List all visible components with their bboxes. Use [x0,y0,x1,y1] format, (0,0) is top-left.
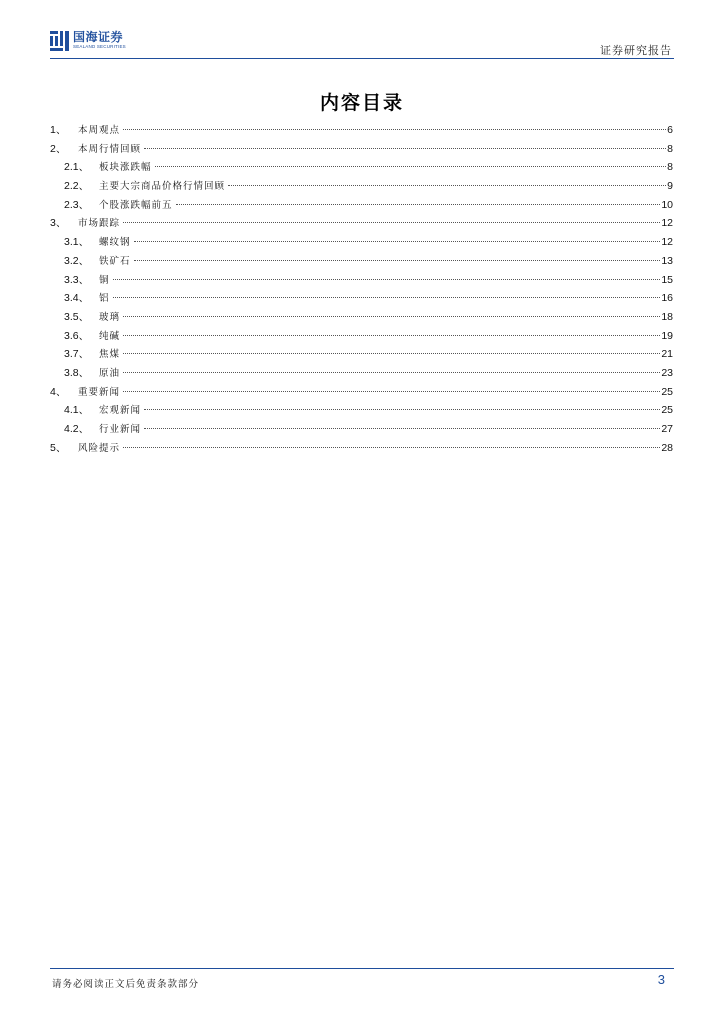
toc-entry-page[interactable]: 27 [661,423,673,435]
toc-entry-number: 3.6、 [64,329,90,342]
toc-dot-leader [144,148,666,149]
toc-entry-number: 2、 [50,142,67,155]
toc-entry[interactable] [50,421,673,440]
toc-dot-leader [123,391,660,392]
logo-english-name: SEALAND SECURITIES [73,44,126,49]
toc-dot-leader [144,409,660,410]
toc-entry[interactable] [50,346,673,365]
toc-entry-page[interactable]: 12 [661,217,673,230]
toc-dot-leader [123,372,660,373]
toc-entry-number: 3.1、 [64,236,90,249]
toc-dot-leader [113,297,661,298]
toc-entry-page[interactable]: 8 [667,161,673,174]
toc-entry-number: 4、 [50,385,67,398]
footer-disclaimer: 请务必阅读正文后免责条款部分 [52,979,200,990]
toc-entry[interactable] [50,122,673,141]
header-divider [50,58,674,59]
toc-entry[interactable] [50,365,673,384]
toc-entry-label[interactable]: 市场跟踪 [78,218,121,230]
toc-entry-label[interactable]: 纯碱 [99,330,121,342]
toc-entry-page[interactable]: 6 [667,124,673,136]
toc-entry-label[interactable]: 铝 [99,293,110,305]
toc-dot-leader [123,447,660,448]
toc-entry[interactable] [50,178,673,197]
toc-entry-label[interactable]: 行业新闻 [99,424,142,435]
toc-entry-number: 3、 [50,217,67,230]
toc-entry-page[interactable]: 13 [661,254,673,267]
toc-entry-number: 5、 [50,441,67,454]
toc-entry-page[interactable]: 19 [661,329,673,342]
toc-dot-leader [144,428,660,429]
toc-entry[interactable] [50,272,673,291]
toc-dot-leader [155,166,667,167]
toc-dot-leader [134,260,661,261]
toc-entry-number: 2.1、 [64,161,90,174]
toc-entry-label[interactable]: 铁矿石 [99,255,131,267]
toc-entry-label[interactable]: 重要新闻 [78,386,121,398]
toc-entry-label[interactable]: 板块涨跌幅 [99,162,152,174]
toc-entry-label[interactable]: 铜 [99,274,110,286]
toc-entry-page[interactable]: 25 [661,404,673,417]
toc-entry-page[interactable]: 25 [661,385,673,398]
logo-chinese-name: 国海证券 [73,30,124,44]
sealand-logo-icon [50,31,69,51]
page-title: 内容目录 [319,92,404,114]
toc-entry[interactable] [50,384,673,403]
toc-entry-number: 3.7、 [64,348,90,361]
toc-entry-number: 4.1、 [64,404,90,417]
toc-entry[interactable] [50,215,673,234]
toc-entry[interactable] [50,290,673,309]
toc-dot-leader [123,353,660,354]
toc-entry-page[interactable]: 8 [667,142,673,155]
toc-dot-leader [123,222,660,223]
toc-entry-number: 3.5、 [64,310,90,323]
toc-dot-leader [123,316,660,317]
toc-entry-number: 3.3、 [64,273,90,286]
toc-entry[interactable] [50,328,673,347]
toc-entry[interactable] [50,402,673,421]
toc-entry-label[interactable]: 本周观点 [78,125,121,136]
toc-entry-page[interactable]: 23 [661,366,673,379]
toc-entry-page[interactable]: 9 [667,180,673,193]
toc-entry-number: 3.4、 [64,292,90,305]
toc-entry-label[interactable]: 本周行情回顾 [78,143,142,155]
toc-entry[interactable] [50,234,673,253]
toc-entry-page[interactable]: 12 [661,236,673,249]
toc-dot-leader [228,185,666,186]
toc-dot-leader [176,204,661,205]
toc-dot-leader [123,335,660,336]
toc-entry-label[interactable]: 主要大宗商品价格行情回顾 [99,181,226,193]
toc-entry[interactable] [50,159,673,178]
report-type-label: 证券研究报告 [600,44,672,57]
toc-entry[interactable] [50,309,673,328]
toc-entry-page[interactable]: 21 [661,348,673,361]
toc-entry[interactable] [50,197,673,216]
toc-entry-page[interactable]: 15 [661,273,673,286]
toc-entry-page[interactable]: 10 [661,198,673,211]
page-number: 3 [657,972,665,987]
toc-entry-label[interactable]: 风险提示 [78,442,121,454]
toc-entry-label[interactable]: 原油 [99,367,121,379]
toc-entry-label[interactable]: 个股涨跌幅前五 [99,199,173,211]
toc-entry-label[interactable]: 螺纹钢 [99,237,131,249]
toc-entry-number: 3.2、 [64,254,90,267]
toc-entry-number: 3.8、 [64,366,90,379]
toc-entry-number: 4.2、 [64,423,90,435]
toc-entry-number: 1、 [50,124,67,136]
toc-entry[interactable] [50,141,673,160]
toc-dot-leader [113,279,661,280]
toc-entry-page[interactable]: 28 [661,441,673,454]
footer-divider [50,968,674,969]
toc-entry-page[interactable]: 16 [661,292,673,305]
toc-entry[interactable] [50,440,673,459]
toc-entry-page[interactable]: 18 [661,310,673,323]
toc-entry-label[interactable]: 宏观新闻 [99,405,142,417]
company-logo [50,30,126,51]
toc-entry-number: 2.3、 [64,198,90,211]
toc-dot-leader [123,129,666,130]
table-of-contents [50,122,673,458]
toc-entry-number: 2.2、 [64,180,90,193]
toc-entry[interactable] [50,253,673,272]
toc-entry-label[interactable]: 焦煤 [99,349,121,361]
toc-entry-label[interactable]: 玻璃 [99,311,121,323]
page-header [50,30,674,60]
toc-dot-leader [134,241,661,242]
